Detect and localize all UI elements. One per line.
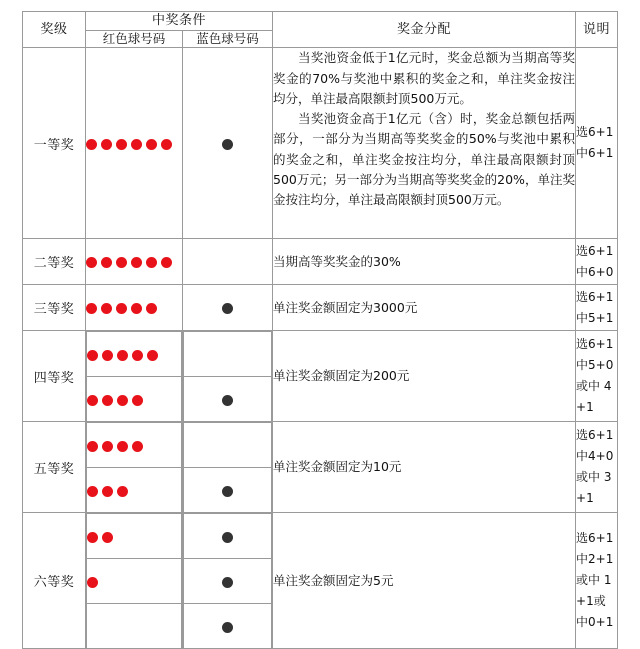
red-ball bbox=[87, 486, 98, 497]
blue-ball bbox=[222, 486, 233, 497]
red-ball bbox=[161, 257, 172, 268]
blue-ball-cell bbox=[183, 48, 273, 239]
ball-subrow bbox=[184, 514, 272, 559]
header-red-balls: 红色球号码 bbox=[86, 30, 183, 48]
ball-subrow bbox=[184, 377, 272, 422]
blue-ball bbox=[222, 303, 233, 314]
table-row bbox=[23, 239, 618, 285]
red-ball bbox=[131, 139, 142, 150]
red-ball bbox=[101, 303, 112, 314]
prize-grade-cell: 四等奖 bbox=[23, 331, 86, 422]
red-ball-group bbox=[87, 604, 182, 649]
allocation-paragraph: 当奖池资金高于1亿元（含）时，奖金总额包括两部分，一部分为当期高等奖奖金的50%与奖池中累积的奖金之和，单注奖金按注均分，单注最高限额封顶500万元；另一部分为当期高等奖奖金的20%，单注奖金按注均分，单注最高限额封顶500万元。 bbox=[273, 111, 576, 208]
header-note: 说明 bbox=[576, 12, 618, 48]
prize-note-cell: 选6+1 中6+0 bbox=[576, 239, 618, 285]
red-ball bbox=[102, 486, 113, 497]
header-row-top bbox=[23, 12, 618, 31]
red-ball-group bbox=[87, 377, 182, 422]
prize-allocation-cell: 单注奖金额固定为200元 bbox=[273, 331, 576, 422]
red-ball bbox=[87, 350, 98, 361]
red-subrow-group bbox=[86, 331, 182, 421]
red-ball bbox=[102, 441, 113, 452]
blue-ball-group bbox=[184, 604, 272, 649]
blue-ball-cell bbox=[183, 422, 273, 513]
blue-ball-group bbox=[184, 559, 272, 604]
table-row bbox=[23, 331, 618, 422]
header-grade: 奖级 bbox=[23, 12, 86, 48]
prize-grade-cell: 五等奖 bbox=[23, 422, 86, 513]
prize-grade-cell: 二等奖 bbox=[23, 239, 86, 285]
red-ball-cell bbox=[86, 331, 183, 422]
prize-note-cell: 选6+1 中5+1 bbox=[576, 285, 618, 331]
header-condition: 中奖条件 bbox=[86, 12, 273, 31]
red-ball bbox=[116, 303, 127, 314]
header-blue-balls: 蓝色球号码 bbox=[183, 30, 273, 48]
red-ball bbox=[102, 350, 113, 361]
red-ball-cell bbox=[86, 285, 183, 331]
prize-allocation-cell: 单注奖金额固定为10元 bbox=[273, 422, 576, 513]
red-ball bbox=[87, 395, 98, 406]
ball-subrow bbox=[184, 423, 272, 468]
red-ball bbox=[116, 139, 127, 150]
prize-note-cell: 选6+1 中4+0 或中 3+1 bbox=[576, 422, 618, 513]
red-ball bbox=[117, 441, 128, 452]
table-header bbox=[23, 12, 618, 48]
blue-ball bbox=[222, 622, 233, 633]
lottery-prize-table bbox=[22, 11, 618, 649]
red-ball bbox=[117, 486, 128, 497]
red-ball bbox=[117, 395, 128, 406]
red-subrow-group bbox=[86, 513, 182, 648]
red-ball bbox=[87, 441, 98, 452]
blue-ball-cell bbox=[183, 331, 273, 422]
red-ball-cell bbox=[86, 239, 183, 285]
blue-subrow-group bbox=[183, 331, 272, 421]
blue-ball-group bbox=[184, 468, 272, 513]
ball-subrow bbox=[184, 604, 272, 649]
ball-subrow bbox=[184, 332, 272, 377]
red-ball bbox=[87, 577, 98, 588]
prize-allocation-cell: 当期高等奖奖金的30% bbox=[273, 239, 576, 285]
allocation-paragraph: 当奖池资金低于1亿元时，奖金总额为当期高等奖奖金的70%与奖池中累积的奖金之和，单注奖金按注均分，单注最高限额封顶500万元。 bbox=[273, 50, 576, 106]
red-ball-group bbox=[87, 559, 182, 604]
blue-ball-group bbox=[184, 423, 272, 468]
blue-ball bbox=[222, 532, 233, 543]
red-ball bbox=[131, 303, 142, 314]
red-ball bbox=[87, 532, 98, 543]
red-ball bbox=[102, 532, 113, 543]
ball-subrow bbox=[87, 423, 182, 468]
table-body bbox=[23, 48, 618, 649]
header-allocation: 奖金分配 bbox=[273, 12, 576, 48]
red-ball bbox=[146, 303, 157, 314]
red-ball-group bbox=[87, 423, 182, 468]
blue-ball-group bbox=[184, 332, 272, 377]
red-ball bbox=[101, 139, 112, 150]
ball-subrow bbox=[87, 559, 182, 604]
table-row bbox=[23, 285, 618, 331]
red-ball bbox=[132, 350, 143, 361]
red-ball bbox=[86, 139, 97, 150]
red-ball-group bbox=[87, 468, 182, 513]
red-ball-cell bbox=[86, 513, 183, 649]
red-ball bbox=[161, 139, 172, 150]
red-ball bbox=[146, 139, 157, 150]
red-ball bbox=[147, 350, 158, 361]
prize-allocation-cell: 单注奖金额固定为5元 bbox=[273, 513, 576, 649]
red-subrow-group bbox=[86, 422, 182, 512]
ball-subrow bbox=[87, 332, 182, 377]
red-ball bbox=[131, 257, 142, 268]
table-row bbox=[23, 48, 618, 239]
red-ball bbox=[132, 395, 143, 406]
prize-note-cell: 选6+1 中6+1 bbox=[576, 48, 618, 239]
red-ball bbox=[101, 257, 112, 268]
ball-subrow bbox=[87, 514, 182, 559]
prize-allocation-cell bbox=[273, 48, 576, 239]
red-ball bbox=[86, 257, 97, 268]
red-ball-cell bbox=[86, 48, 183, 239]
prize-grade-cell: 六等奖 bbox=[23, 513, 86, 649]
ball-subrow bbox=[184, 468, 272, 513]
blue-ball-cell bbox=[183, 239, 273, 285]
blue-ball-cell bbox=[183, 513, 273, 649]
blue-ball-cell bbox=[183, 285, 273, 331]
prize-note-cell: 选6+1 中2+1 或中 1+1或 中0+1 bbox=[576, 513, 618, 649]
blue-ball-group bbox=[184, 377, 272, 422]
red-ball bbox=[86, 303, 97, 314]
table-row bbox=[23, 513, 618, 649]
ball-subrow bbox=[87, 604, 182, 649]
ball-subrow bbox=[87, 468, 182, 513]
red-ball bbox=[117, 350, 128, 361]
red-ball-group bbox=[87, 332, 182, 377]
blue-ball bbox=[222, 577, 233, 588]
ball-subrow bbox=[87, 377, 182, 422]
red-ball-cell bbox=[86, 422, 183, 513]
red-ball bbox=[116, 257, 127, 268]
prize-note-cell: 选6+1 中5+0 或中 4+1 bbox=[576, 331, 618, 422]
blue-ball bbox=[222, 139, 233, 150]
ball-subrow bbox=[184, 559, 272, 604]
red-ball bbox=[102, 395, 113, 406]
red-ball bbox=[132, 441, 143, 452]
prize-grade-cell: 一等奖 bbox=[23, 48, 86, 239]
blue-ball-group bbox=[184, 514, 272, 559]
blue-subrow-group bbox=[183, 513, 272, 648]
table-row bbox=[23, 422, 618, 513]
red-ball bbox=[146, 257, 157, 268]
prize-allocation-cell: 单注奖金额固定为3000元 bbox=[273, 285, 576, 331]
blue-ball bbox=[222, 395, 233, 406]
prize-grade-cell: 三等奖 bbox=[23, 285, 86, 331]
blue-subrow-group bbox=[183, 422, 272, 512]
red-ball-group bbox=[87, 514, 182, 559]
